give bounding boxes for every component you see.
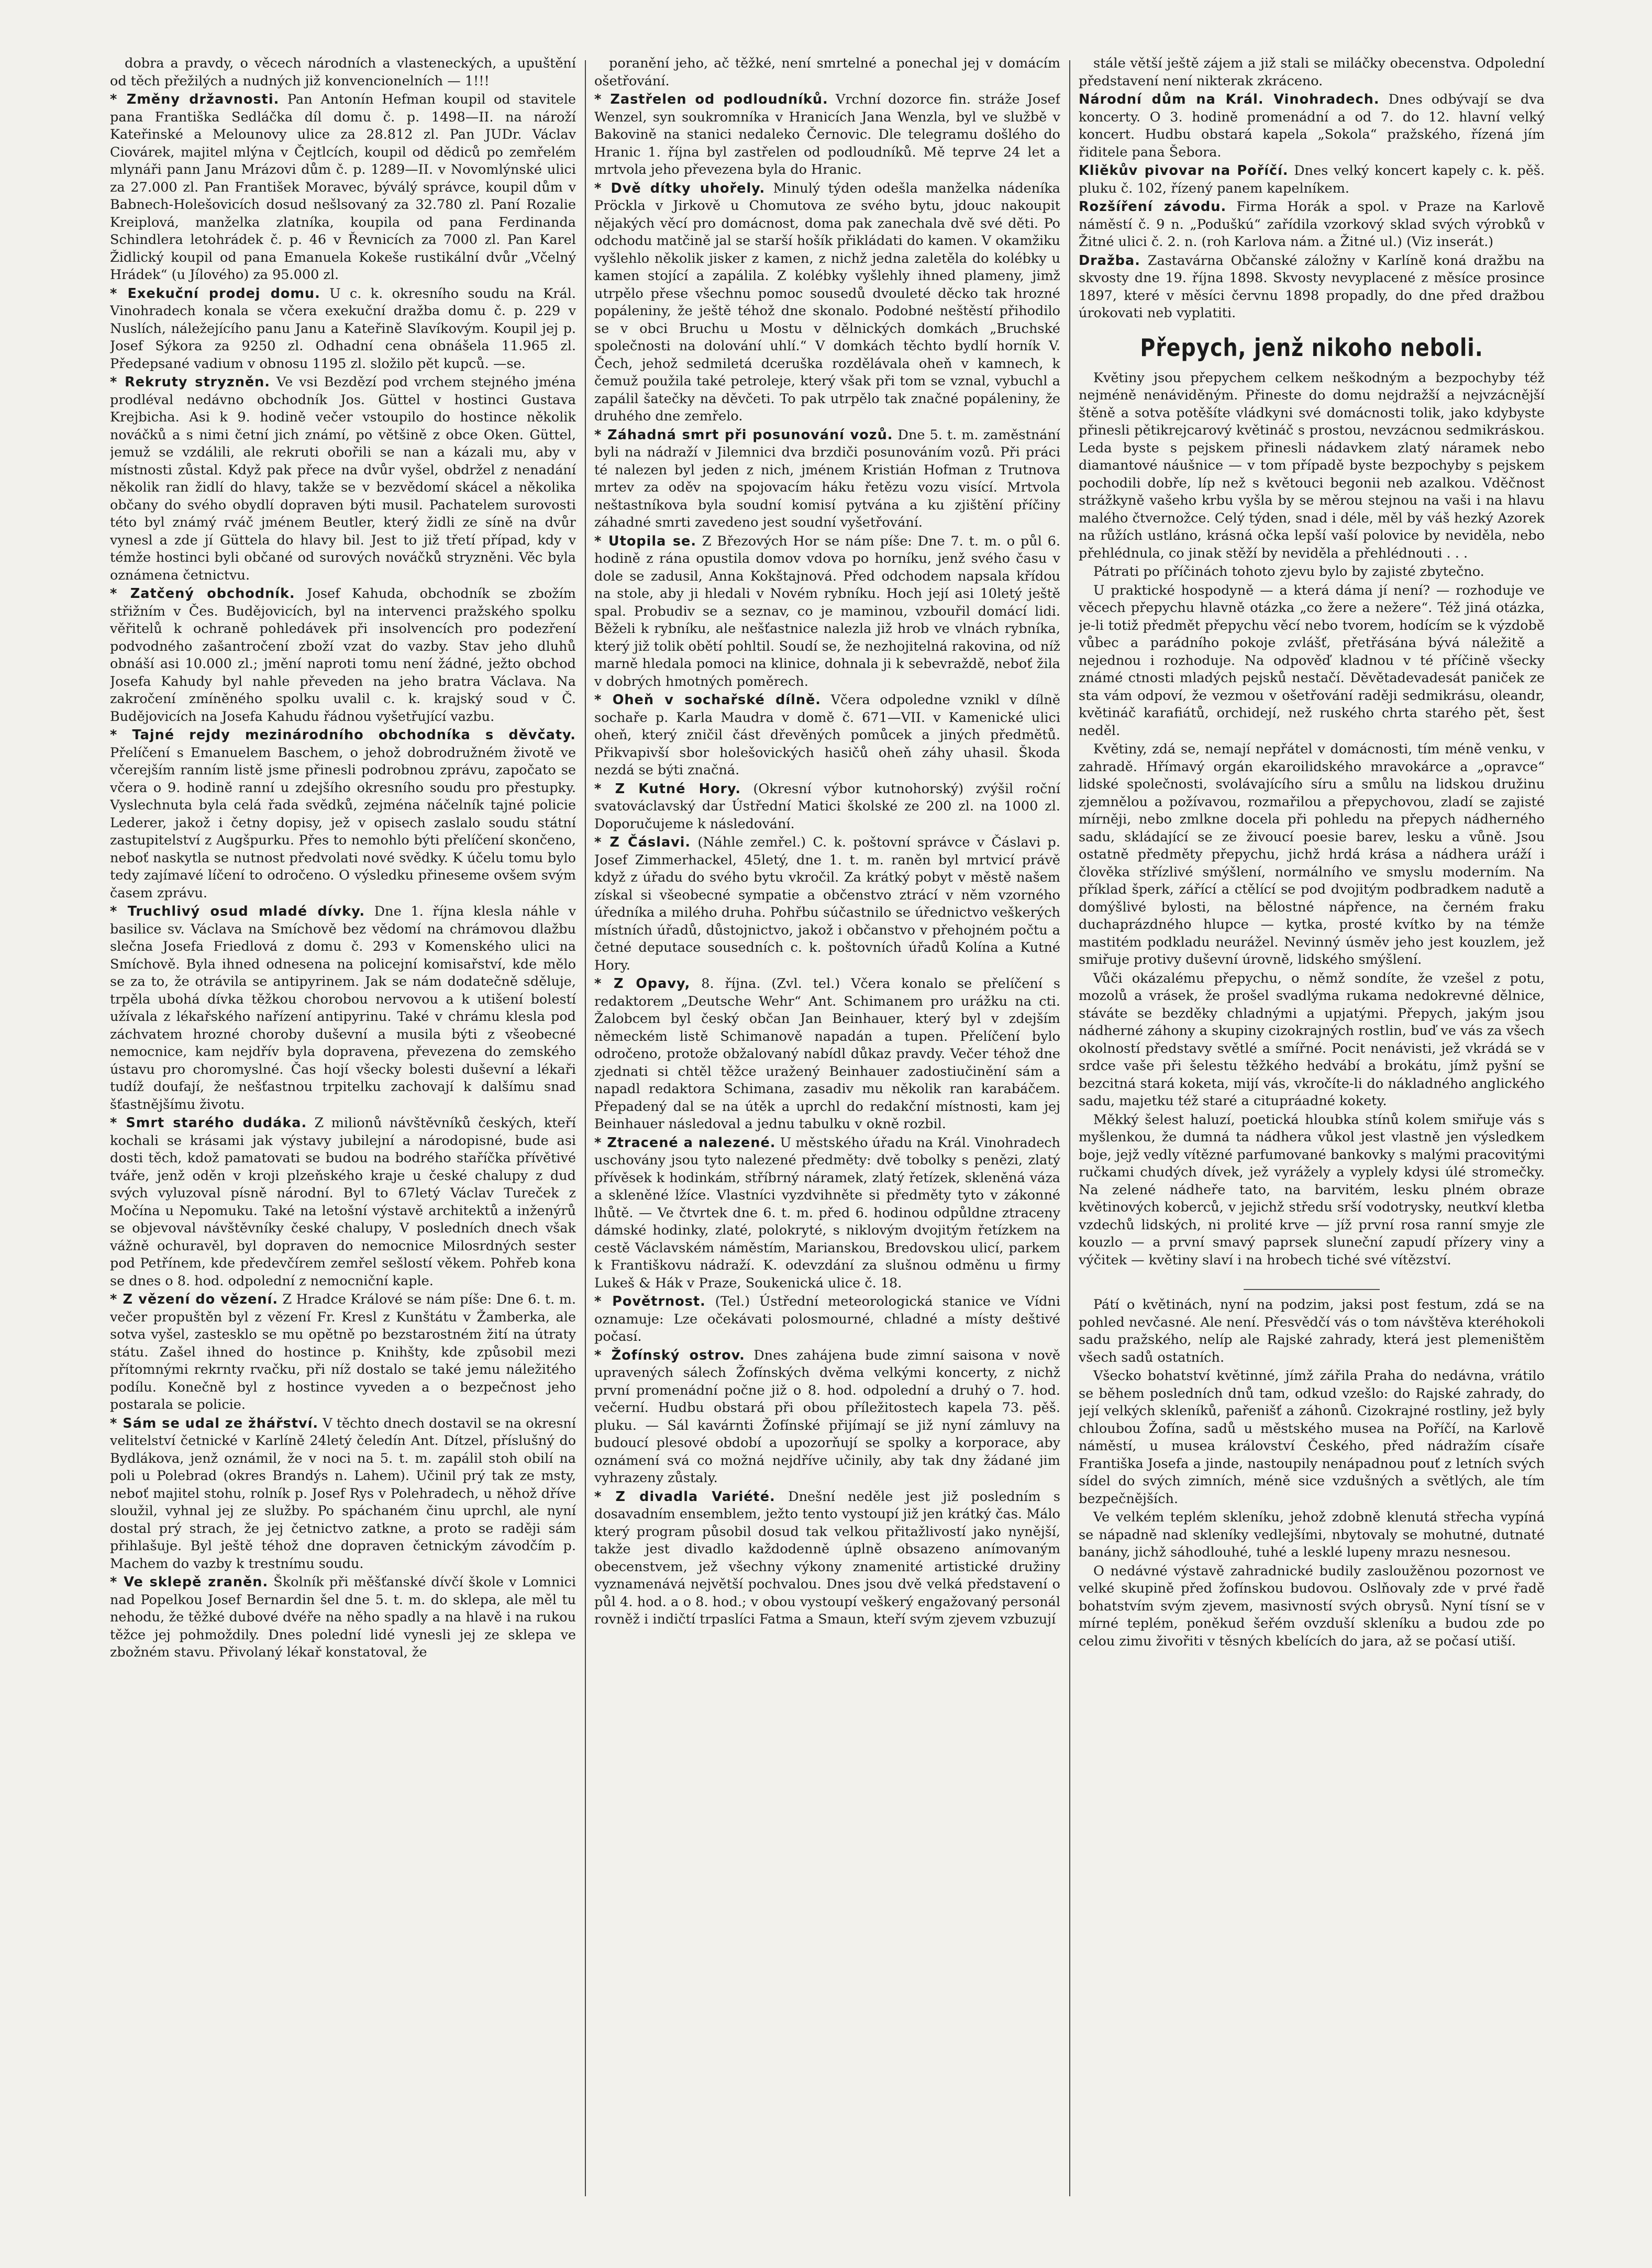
article-body: Z Hradce Králové se nám píše: Dne 6. t. m. večer propuštěn byl z vězení Fr. Kresl z Kunštátu v Žamberka, ale sotva vyšel, zastesklo se mu opětně po bezstarostném žití na útraty státu. Zašel ihned do hostince p. Knihšty, kde způsobil mezi přítomnými rekrnty rvačku, při níž dostalo se také jemu náležitého podílu. Konečně byl z hostince vyveden a o bezpečnost jeho postarala se policie.	[110, 1292, 576, 1413]
article-body: Ve velkém teplém skleníku, jehož zdobně klenutá střecha vypíná se nápadně nad skleníky vedlejšími, nbytovaly se mohutné, dutnaté banány, jichž sáhodlouhé, tuhé a lesklé lupeny mrazu nesnesou.	[1079, 1509, 1545, 1560]
article-body: Přelíčení s Emanuelem Baschem, o jehož dobrodružném životě ve včerejším ranním listě jsme přinesli podrobnou zprávu, započato se včera o 9. hodině ranní u zdejšího okresního soudu pro přestupky. Vyslechnuta byla celá řada svědků, zejména náčelník tajné policie Lederer, jakož i četny dopisy, jež v opisech zaslalo soudu státní zastupitelství z Augšpurku. Přes to nemohlo býti přelíčení skončeno, neboť naskytla se nutnost předvolati nové svědky. K účelu tomu bylo tedy zajímavé líčení to odročeno. O výsledku přineseme ovšem svým časem zprávu.	[110, 744, 576, 901]
news-article	[594, 781, 1060, 833]
article-body: Měkký šelest haluzí, poetická hloubka stínů kolem smiřuje vás s myšlenkou, že dumná ta nádhera vůkol jest vlastně jen výsledkem boje, jejž vedly vítězné parfumované bankovky s malými pracovitými ručkami chudých dívek, jež vyrážely a vyplely kdysi úlé stromečky. Na zelené nádheře tato, na barvitém, lesku plném obraze květinových koberců, v jejichž středu srší vodotrysky, neutkví kletba vzdechů lidských, ni prolité krve — jíž první rosa ranní smyje zle kouzlo — a první smavý paprsek sluneční zapudí přízery viny a výčitek — květiny slaví i na hrobech tiché své vítězství.	[1079, 1111, 1545, 1268]
feuilleton-title: Přepych, jenž nikoho neboli.	[1140, 333, 1483, 362]
article-headline: * Z Opavy,	[594, 976, 690, 992]
article-body: Všecko bohatství květinné, jímž zářila Praha do nedávna, vrátilo se během posledních dnů tam, odkud vzešlo: do Rajské zahrady, do její velkých skleníků, pařenišť a záhonů. Cizokrajné rostliny, jež byly chloubou Žofína, sadů u městského musea na Poříčí, na Karlově náměstí, u musea království Českého, před nádražím císaře Františka Josefa a jinde, nastoupily nenápadnou pouť z letních svých sídel do svých zimních, méně sice vzdušných a světlých, ale tím bezpečnějších.	[1079, 1368, 1545, 1507]
article-body: Dnes odbývají se dva koncerty. O 3. hodině promenádní a od 7. do 12. hlavní velký koncert. Hudbu obstará kapela „Sokola“ pražského, řízená jím řiditele pana Šebora.	[1079, 92, 1545, 160]
news-article	[1079, 1563, 1545, 1651]
article-body: Josef Kahuda, obchodník se zbožím střižním v Čes. Budějovicích, byl na intervenci pražského spolku věřitelů k ochraně pohledávek při insolvencích pro podezření podvodného zašantročení zboží vzat do vazby. Stav jeho dluhů obnáší asi 10.000 zl.; jmění naproti tomu není žádné, ježto obchod Josefa Kahudy byl nahle převeden na jeho bratra Václava. Na zakročení zmíněného spolku uvalil c. k. krajský soud v Č. Budějovicích na Josefa Kahudu řádnou vyšetřující vazbu.	[110, 586, 576, 725]
news-article	[1079, 370, 1545, 563]
newspaper-page	[110, 55, 1545, 2212]
article-body: Vrchní dozorce fin. stráže Josef Wenzel, syn soukromníka v Hranicích Jana Wenzla, byl ve službě v Bakovině na stanici nedaleko Černovic. Dle telegramu došlého do Hranic 1. října byl zastřelen od podloudníků. Mě teprve 24 let a mrtvola jeho převezena byla do Hranic.	[594, 92, 1060, 177]
article-body: Minulý týden odešla manželka nádeníka Pröckla v Jirkově u Chomutova ze svého bytu, jdouc nakoupit nějakých věcí pro domácnost, doma pak zanechala dvě své děti. Po odchodu matčině jal se starší hošík přikládati do kamen. V okamžiku vyšlehlo několik jisker z kamen, z nichž jedna zaletěla do kolébky u kamen stojící a zapálila. Z kolébky vyšlehly ihned plameny, jimž utrpělo přese všechnu pomoc sousedů dvouleté děcko tak hrozné popáleniny, že ještě téhož dne skonalo. Podobné neštěstí přihodilo se v obci Bruchu u Mostu v dělnických domkách „Bruchské společnosti na dolování uhlí.“ V domkách těchto bydlí horník V. Čech, jehož sedmiletá dceruška rozdělávala oheň v kamnech, k čemuž použila také petroleje, který však při tom se vznal, vybuchl a zapálil šatečky na děvčeti. To pak utrpělo tak značné popáleniny, že druhého dne zemřelo.	[594, 180, 1060, 424]
article-headline: * Záhadná smrt při posunování vozů.	[594, 427, 893, 443]
news-article	[594, 1347, 1060, 1487]
article-headline: * Žofínský ostrov.	[594, 1348, 745, 1363]
article-headline: * Rekruty stryzněn.	[110, 374, 270, 390]
article-headline: * Tajné rejdy mezinárodního obchodníka s děvčaty.	[110, 727, 576, 743]
article-body: Vůči okázalému přepychu, o němž sondíte, že vzešel z potu, mozolů a vrásek, že prošel svadlýma rukama nedokrevné dělnice, stáváte se bezděky chladnými a upjatými. Přepych, jakým jsou nádherné záhony a skupiny cizokrajných rostlin, buď ve vás za všech okolností představy světlé a smířné. Pocit nenávisti, jež vkrádá se v srdce vaše při šelestu těžkého hedvábí a brokátu, jímž pyšní se bezcitná stará koketa, mijí vás, vkročíte-li do nákladného anglického sadu, majetku též staré a citupráadné kokety.	[1079, 970, 1545, 1109]
news-article	[1079, 198, 1545, 251]
article-body: Květiny jsou přepychem celkem neškodným a bezpochyby též nejméně nenáviděným. Přineste do domu nejdražší a nejvzácnější štěně a sotva potěšíte vládkyni své domácnosti tolik, jako kdybyste přinesli pětikrejcarový květináč s prostou, nevzácnou sedmikráskou. Leda byste s pejskem přinesli nádavkem zlatý náramek nebo diamantové náušnice — v tom případě byste bezpochyby s pejskem pochodili dobře, líp než s květouci begonii neb azalkou. Vděčnost strážkyně vašeho krbu vyšla by se měrou stejnou na vaši i na hlavu malého čtvernožce. Celý týden, snad i déle, měl by váš hezký Azorek na růžích ustláno, krásná očka lepší vaší polovice by neviděla, nebo přehlédnula, co jinak stěží by neviděla a přehlédnouti . . .	[1079, 370, 1545, 561]
news-article	[594, 692, 1060, 780]
article-body: Pátrati po příčinách tohoto zjevu bylo by zajisté zbytečno.	[1093, 564, 1484, 580]
news-article	[110, 727, 576, 902]
article-body: Pan Antonín Hefman koupil od stavitele pana Františka Sedláčka díl domu č. p. 1498—II. na nároží Kateřinské a Melounovy ulice za 28.812 zl. Pan JUDr. Václav Ciovárek, majitel mlýna v Čejtlcích, koupil od dědiců po zemřelém mlynáři pann Janu Mrázovi dům č. p. 1289—II. v Novomlýnské ulici za 27.000 zl. Pan František Moravec, býválý správce, koupil dům v Babnech-Holešovicích dosud nešlsovaný za 32.780 zl. Paní Rozalie Kreiplová, manželka zlatníka, koupila od pana Ferdinanda Schindlera letohrádek č. p. 46 v Řevnicích za 7000 zl. Pan Karel Židlický koupil od pana Emanuela Kokeše rustikální dvůr „Včelný Hrádek“ (u Jílového) za 95.000 zl.	[110, 92, 576, 283]
article-body: V těchto dnech dostavil se na okresní velitelství četnické v Karlíně 24letý čeledín Ant. Dítzel, příslušný do Bydlákova, jenž oznámil, že v noci na 5. t. m. zapálil stoh obilí na poli u Polebrad (okres Brandýs n. Lahem). Učinil prý tak ze msty, neboť majitel stohu, rolník p. Josef Rys v Polehradech, u něhož dříve sloužil, vyhnal jej ze služby. Po spáchaném činu uprchl, ale nyní dostal prý strach, že jej četnictvo zatkne, a proto se raději sám přihlašuje. Byl ještě téhož dne dopraven četnickým závodčím p. Machem do vazby k trestnímu soudu.	[110, 1415, 576, 1572]
news-article	[110, 1291, 576, 1414]
article-headline: * Změny državnosti.	[110, 92, 279, 107]
article-body: U c. k. okresního soudu na Král. Vinohradech konala se včera exekuční dražba domu č. p. 229 v Nuslích, náležejícího panu Janu a Kateřině Slavíkovým. Koupil jej p. Josef Sýkora za 9250 zl. Odhadní cena obnášela 11.965 zl. Předepsané vadium v obnosu 1195 zl. složilo pět kupců. —se.	[110, 285, 576, 372]
news-article	[1079, 1368, 1545, 1508]
news-article	[1079, 91, 1545, 161]
news-article	[594, 180, 1060, 426]
news-article	[594, 427, 1060, 532]
article-headline: * Z vězení do vězení.	[110, 1292, 278, 1307]
article-body: dobra a pravdy, o věcech národních a vlasteneckých, a upuštění od těch přežilých a nudných již konvencionelních — 1!!!	[110, 55, 576, 89]
news-article	[110, 285, 576, 373]
news-article	[594, 1293, 1060, 1346]
article-headline: * Exekuční prodej domu.	[110, 286, 320, 302]
article-body: Firma Horák a spol. v Praze na Karlově náměstí č. 9 n. „Poduškú“ zařídila vzorkový sklad svých výrobků v Žitné ulici č. 2. n. (roh Karlova nám. a Žitné ul.) (Viz inserát.)	[1079, 199, 1545, 250]
article-headline: * Dvě dítky uhořely.	[594, 181, 765, 196]
article-headline: * Z Čáslavi.	[594, 835, 691, 850]
news-article	[110, 1415, 576, 1573]
news-article	[110, 585, 576, 726]
news-article	[594, 975, 1060, 1133]
article-spacer	[1079, 1270, 1545, 1283]
column-1	[110, 55, 576, 2202]
article-body: Dne 5. t. m. zaměstnání byli na nádraží v Jilemnici dva brzdiči posunováním vozů. Při práci té nalezen byl jeden z nich, jménem Kristián Hofman z Trutnova mrtev za oděv na spojovacím háku řetězu vozu visící. Mrtvola neštastníkova byla soudní komisí pytvána a ku zjištění příčiny záhadné smrti zavedeno jest soudní vyšetřování.	[594, 427, 1060, 530]
article-body: Květiny, zdá se, nemají nepřátel v domácnosti, tím méně venku, v zahradě. Hřímavý orgán ekaroilidského mravokárce a „opravce“ lidské společnosti, svolávajícího síru a smůlu na lidskou družinu zjemnělou a požívavou, rozmařilou a přepychovou, zladí se zajisté mírněji, nebo zmlkne docela při pohledu na přepych nádherného sadu, skládající se ze živoucí poesie barev, lesku a vůně. Jsou ostatně předměty přepychu, jichž hrdá krása a nádhera uráží i člověka střízlivé smýšlení, normálního ve smyslu moderním. Na příklad šperk, zářící a ctělící se pod dvojitým podbradkem nadutě a domýšlivé bylosti, na bělostné nápřence, na černém fraku duchaprázdného hlupce — kytka, prosté kvítko by na témže mastitém podkladu neurážel. Nevinný úsměv jeho jest kouzlem, jež smiřuje protivy duševní úrovně, lidského smýšlení.	[1079, 741, 1545, 968]
article-body: stále větší ještě zájem a již stali se miláčky obecenstva. Odpolední představení není nikterak zkráceno.	[1079, 55, 1545, 89]
article-headline: Dražba.	[1079, 252, 1140, 269]
article-headline: Kliěkův pivovar na Poříčí.	[1079, 163, 1289, 179]
article-body: Včera odpoledne vznikl v dílně sochaře p. Karla Maudra v domě č. 671—VII. v Kamenické ulici oheň, který zničil část dřevěných pomůcek a jiných předmětů. Přikvapivší sbor holešovických hasičů oheň záhy uhasil. Škoda nezdá se býti značná.	[594, 692, 1060, 778]
article-headline: * Z Kutné Hory.	[594, 781, 741, 797]
article-body: Dnešní neděle jest již posledním s dosavadním ensemblem, ježto tento vystoupí již jen krátký čas. Málo který program působil dosud tak velkou přitažlivostí jako nynější, takže jest divadlo každodenně úplně obsazeno anímovaným obecenstvem, jež všechny výkony znamenité artistické družiny vyznamenává největší pochvalou. Dnes jsou dvě velká představení o půl 4. hod. a o 8. hod.; v obou vystoupí veškerý engažovaný personál rovněž i indičtí trpaslíci Fatma a Smaun, kteří svým zjevem vzbuzují	[594, 1488, 1060, 1627]
news-article	[1079, 1111, 1545, 1270]
article-headline: * Ve sklepě zraněn.	[110, 1574, 268, 1590]
article-headline: * Smrt starého dudáka.	[110, 1115, 307, 1131]
news-article	[1079, 1509, 1545, 1562]
news-article	[594, 834, 1060, 974]
article-headline: * Z divadla Variété.	[594, 1489, 775, 1505]
article-body: 8. října. (Zvl. tel.) Včera konalo se přelíčení s redaktorem „Deutsche Wehr“ Ant. Schimanem pro urážku na cti. Žalobcem byl český občan Jan Beinhauer, který byl v zdejším německém listě Schimanově napadán a tupen. Přelíčení bylo odročeno, protože obžalovaný nabídl důkaz pravdy. Večer téhož dne zjednati si chtěl těžce uražený Beinhauer zadostiučinění sám a napadl redaktora Schimana, zasadiv mu několik ran karabáčem. Přepadený dal se na útěk a uprchl do redakční místnosti, kam jej Beinhauer následoval a jednu tabulku v okně rozbil.	[594, 976, 1060, 1132]
news-article	[594, 533, 1060, 691]
article-headline: * Povětrnost.	[594, 1294, 706, 1309]
article-headline: * Zatčený obchodník.	[110, 586, 295, 602]
article-headline: Rozšíření závodu.	[1079, 199, 1227, 215]
news-article	[594, 1488, 1060, 1629]
article-headline: * Truchlivý osud mladé dívky.	[110, 904, 365, 919]
news-article	[110, 55, 576, 90]
article-headline: * Ztracené a nalezené.	[594, 1135, 776, 1151]
article-headline: Národní dům na Král. Vinohradech.	[1079, 92, 1380, 107]
article-body: O nedávné výstavě zahradnické budily zasloužěnou pozornost ve velké skupině před žofínskou budovou. Oslňovaly zde v prvé řadě bohatstvím svým zjevem, masivností svých obrysů. Nyní tísní se v mírné teplém, poněkud šeřém ovzduší skleníku a budou zde po celou zimu živořiti v těsných kbelících do jara, až se počasí utiší.	[1079, 1563, 1545, 1649]
article-headline: * Utopila se.	[594, 533, 696, 549]
news-article	[110, 1115, 576, 1290]
article-body: Z milionů návštěvníků českých, kteří kochali se krásami jak výstavy jubilejní a národopisné, bude asi dosti těch, kdož pamatovati se budou na bodrého staříčka přívětivé tváře, jenž oděn v kroji plzeňského kraje u české chalupy z dud svých vyluzoval písně národní. Byl to 67letý Václav Tureček z Močína u Nepomuku. Také na letošní výstavě architektů a inženýrů se objevoval návštěvníky české chalupy, V posledních dnech však vážně ochuravěl, byl dopraven do nemocnice Milosrdných sester pod Petřínem, kde předevčírem zemřel sešlostí věkem. Pohřeb kona se dnes o 8. hod. odpolední z nemocniční kaple.	[110, 1115, 576, 1289]
news-article	[1079, 55, 1545, 90]
news-article	[1079, 582, 1545, 740]
column-divider	[1069, 60, 1070, 2196]
article-body: Dne 1. října klesla náhle v basilice sv. Václava na Smíchově bez vědomí na chrámovou dlažbu slečna Josefa Friedlová z domu č. 293 v Komenského ulici na Smíchově. Byla ihned odnesena na policejní komisařství, kde mělo se za to, že otrávila se antipyrinem. Jak se nám dodatečně sděluje, trpěla ubohá dívka těžkou chorobou nervovou a k utišení bolestí užívala z lékařského nařízení antipyrinu. Také v chrámu klesla pod záchvatem hrozné choroby duševní a musila býti z všeobecné nemocnice, kam nejdřív byla dopravena, převezena do zemského ústavu pro choromyslné. Čas hojí všecky bolesti duševní a lékaři tudíž doufají, že nešťastnou trpitelku zachovají k dalšímu snad šťastnějšímu životu.	[110, 904, 576, 1113]
news-article	[1079, 563, 1545, 581]
article-body: Pátí o květinách, nyní na podzim, jaksi post festum, zdá se na pohled nevčasné. Ale není. Přesvědčí vás o tom návštěva kteréhokoli sadu pražského, nelíp ale Rajské zahrady, která jest plemeništěm všech sadů ostatních.	[1079, 1297, 1545, 1365]
news-article	[110, 374, 576, 584]
news-article	[1079, 741, 1545, 969]
article-body: U praktické hospodyně — a která dáma jí není? — rozhoduje ve věcech přepychu hlavně otázka „co žere a nežere“. Též jiná otázka, je-li totiž předmět přepychu věcí nebo tvorem, hodícím se k výzdobě vůbec a parádního pokoje zvlášť, přetřásána bývá náležitě a nejednou i rozhoduje. Na odpověď kladnou v té příčině všecky známé ctnosti mladých pejsků nestačí. Děvětadevadesát paniček ze sta vám odpoví, že vezmou v ošetřování raději sedmikrásu, oleandr, květináč karafiátů, orchidejí, než ruského chrta starého pět, šest neděl.	[1079, 582, 1545, 739]
article-headline: * Sám se udal ze žhářství.	[110, 1416, 318, 1431]
article-body: Dnes zahájena bude zimní saisona v nově upravených sálech Žofínských dvěma velkými koncerty, z nichž první promenádní počne již o 8. hod. odpolední a druhý o 7. hod. večerní. Hudbu obstará při obou příležitostech kapela 73. pěš. pluku. — Sál kavárnti Žofínské přijímají se již nyní zámluvy na budoucí plesové období a upozorňují se spolky a korporace, aby oznámení svá co možná nejdříve učinily, aby tak dny žádané jim vyhrazeny zůstaly.	[594, 1347, 1060, 1486]
news-article	[594, 91, 1060, 179]
article-body: Dnes velký koncert kapely c. k. pěš. pluku č. 102, řízený panem kapelníkem.	[1079, 163, 1545, 196]
article-body: Zastavárna Občanské záložny v Karlíně koná dražbu na skvosty dne 19. října 1898. Skvosty nevyplacené z měsíce prosince 1897, které v měsíci červnu 1898 propadly, do dne před dražbou úrokovati neb vyplatiti.	[1079, 252, 1545, 321]
article-headline: * Oheň v sochařské dílně.	[594, 692, 821, 708]
column-3	[1079, 55, 1545, 2202]
news-article	[1079, 970, 1545, 1110]
article-headline: * Zastřelen od podloudníků.	[594, 92, 828, 107]
column-2	[594, 55, 1060, 2202]
article-body: (Okresní výbor kutnohorský) zvýšil roční svatováclavský dar Ústřední Matici školské ze 200 zl. na 1000 zl. Doporučujeme k následování.	[594, 781, 1060, 832]
article-body: Školník při měšťanské dívčí škole v Lomnici nad Popelkou Josef Bernardin šel dne 5. t. m. do sklepa, ale měl tu nehodu, že těžké dubové dvéře na něho spadly a na hlavě i na rukou těžce jej pohmoždily. Dnes polední lidé vynesli jej ze sklepa ve zbožném stavu. Přivolaný lékař konstatoval, že	[110, 1574, 576, 1660]
news-article	[110, 1574, 576, 1662]
news-article	[1079, 1296, 1545, 1366]
article-body: (Tel.) Ústřední meteorologická stanice ve Vídni oznamuje: Lze očekávati polosmourné, chladné a místy deštivé počasí.	[594, 1294, 1060, 1344]
article-body: Ve vsi Bezdězí pod vrchem stejného jména prodléval nedávno obchodník Jos. Güttel v hostinci Gustava Krejbicha. Asi k 9. hodině večer vstoupilo do hostince několik nováčků a s nimi četní jich známí, po většině z obce Oken. Güttel, jemuž se vzdálili, ale rekruti obořili se nan a kázali mu, aby v místnosti zůstal. Když pak přece na dvůr vyšel, obdržel z nenadání několik ran židlí do hlavy, takže se v bezvědomí skácel a několika občany do svého obydlí dopraven býti musil. Pachatelem surovosti této byl známý rváč jménem Beutler, který židli ze síně na dvůr vynesl a zde jí Güttela do hlavy bil. Jest to již třetí případ, kdy v témže hostinci byli občané od surových nováčků stryzněni. Věc byla oznámena četnictvu.	[110, 374, 576, 583]
article-body: poranění jeho, ač těžké, není smrtelné a ponechal jej v domácím ošetřování.	[594, 55, 1060, 89]
news-article	[1079, 162, 1545, 197]
article-body: U městského úřadu na Král. Vinohradech uschovány jsou tyto nalezené předměty: dvě tobolky s penězi, zlatý přívěsek k hodinkám, stříbrný náramek, zlatý řetízek, skleněná váza a skleněné lžíce. Vlastníci vyzdvihněte si předměty tyto v zákonné lhůtě. — Ve čtvrtek dne 6. t. m. před 6. hodinou odpůldne ztraceny dámské hodinky, zlaté, polokryté, s niklovým dvojitým řetízkem na cestě Václavském náměstím, Marianskou, Bredovskou ulicí, parkem k Františkovu nádraží. K. odevzdání za slušnou odměnu u firmy Lukeš & Hák v Praze, Soukenická ulice č. 18.	[594, 1135, 1060, 1291]
news-article	[594, 1135, 1060, 1293]
news-article	[1079, 252, 1545, 323]
article-body: (Náhle zemřel.) C. k. poštovní správce v Čáslavi p. Josef Zimmerhackel, 45letý, dne 1. t. m. raněn byl mrtvicí právě když z úřadu do svého bytu vkročil. Za krátký pobyt v městě našem získal si všeobecné sympatie a občenstvo ztrácí v něm vzorného úředníka a milého druha. Pohřbu súčastnilo se úřednictvo veškerých místních úřadů, důstojnictvo, jakož i občanstvo v přehojném počtu a četné deputace sousedních c. k. poštovních úřadů Kolína a Kutné Hory.	[594, 835, 1060, 973]
separator-line	[1244, 1289, 1380, 1290]
article-body: Z Březových Hor se nám píše: Dne 7. t. m. o půl 6. hodině z rána opustila domov vdova po horníku, jenž svého času v dole se zadusil, Anna Kokštajnová. Před odchodem napsala křídou na stole, aby ji hledali v Novém rybníku. Hoch její asi 10letý ještě spal. Probudiv se a seznav, co je maminou, vzbouřil domácí lidi. Běželi k rybníku, ale nešťastnice nalezla již hrob ve vlnách rybníka, který již tolik obětí pohltil. Soudí se, že nezhojitelná rakovina, od níž marně hledala pomoci na klinice, dohnala ji k sebevraždě, neboť žila v dobrých hmotných poměrech.	[594, 533, 1060, 690]
column-divider	[585, 60, 586, 2196]
news-article	[594, 55, 1060, 90]
news-article	[110, 91, 576, 284]
news-article	[110, 903, 576, 1114]
